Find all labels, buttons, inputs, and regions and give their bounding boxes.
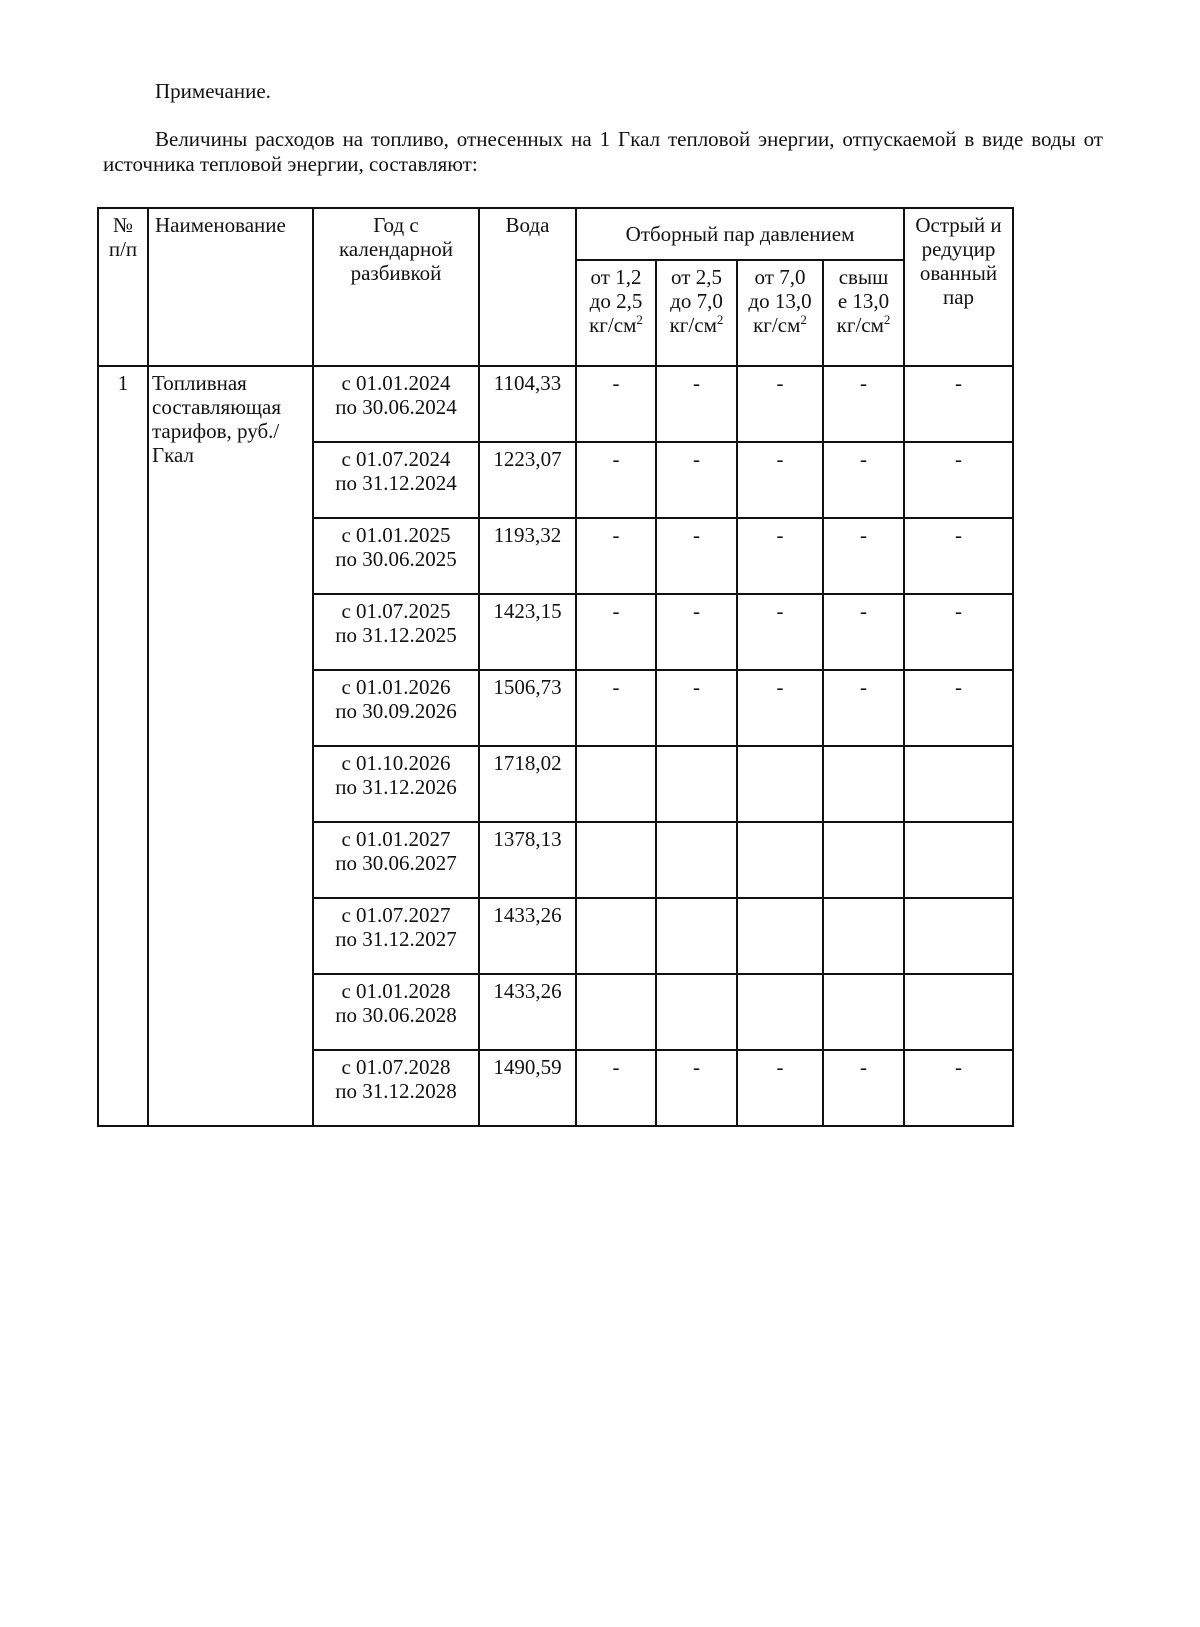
steam-4-value: -	[823, 594, 904, 670]
period-from: с 01.07.2024	[341, 447, 451, 471]
period-from: с 01.07.2028	[341, 1055, 451, 1079]
steam-4-value: -	[823, 1050, 904, 1126]
steam-1-value: -	[576, 594, 656, 670]
steam-2-value: -	[656, 518, 737, 594]
steam-4-value: -	[823, 442, 904, 518]
water-value: 1718,02	[479, 746, 576, 822]
header-pressure-2-power: 2	[716, 312, 724, 327]
table-body	[98, 366, 1013, 1126]
steam-4-value: -	[823, 518, 904, 594]
steam-4-value	[823, 822, 904, 898]
period-to: по 30.06.2025	[335, 547, 457, 571]
period-from: с 01.01.2026	[341, 675, 451, 699]
steam-2-value	[656, 974, 737, 1050]
steam-2-value: -	[656, 1050, 737, 1126]
steam-2-value: -	[656, 366, 737, 442]
period-to: по 31.12.2024	[335, 471, 457, 495]
period-to: по 30.06.2028	[335, 1003, 457, 1027]
period-from: с 01.01.2025	[341, 523, 451, 547]
steam-3-value: -	[737, 442, 823, 518]
sharp-steam-value	[904, 898, 1013, 974]
steam-1-value: -	[576, 1050, 656, 1126]
sharp-steam-value	[904, 974, 1013, 1050]
period-cell	[313, 518, 479, 594]
period-cell	[313, 746, 479, 822]
steam-1-value: -	[576, 366, 656, 442]
steam-1-value	[576, 898, 656, 974]
period-from: с 01.01.2027	[341, 827, 451, 851]
header-pressure-1	[576, 260, 656, 366]
sharp-steam-value: -	[904, 366, 1013, 442]
period-cell	[313, 974, 479, 1050]
period-to: по 30.06.2027	[335, 851, 457, 875]
intro-paragraph: Величины расходов на топливо, отнесенных на 1 Гкал тепловой энергии, отпускаемой в виде воды от источника тепловой энергии, составляют:	[103, 127, 1103, 176]
steam-2-value: -	[656, 670, 737, 746]
steam-2-value: -	[656, 442, 737, 518]
steam-4-value	[823, 974, 904, 1050]
period-cell	[313, 442, 479, 518]
steam-1-value: -	[576, 518, 656, 594]
steam-3-value: -	[737, 670, 823, 746]
table-row	[98, 366, 1013, 442]
steam-3-value: -	[737, 594, 823, 670]
steam-3-value	[737, 746, 823, 822]
water-value: 1223,07	[479, 442, 576, 518]
header-water: Вода	[479, 208, 576, 366]
period-from: с 01.01.2024	[341, 371, 451, 395]
row-name: Топливная составляющая тарифов, руб./Гкал	[148, 366, 313, 1126]
sharp-steam-value: -	[904, 1050, 1013, 1126]
steam-1-value: -	[576, 442, 656, 518]
period-cell	[313, 594, 479, 670]
period-to: по 30.09.2026	[335, 699, 457, 723]
steam-3-value: -	[737, 1050, 823, 1126]
header-pressure-1-line1: от 1,2	[590, 265, 642, 289]
water-value: 1193,32	[479, 518, 576, 594]
steam-1-value	[576, 974, 656, 1050]
header-pressure-4-power: 2	[883, 312, 891, 327]
sharp-steam-value	[904, 746, 1013, 822]
header-sharp-steam: Острый и редуцир ованный пар	[904, 208, 1013, 366]
header-pressure-3-line2: до 13,0	[748, 289, 812, 313]
water-value: 1433,26	[479, 974, 576, 1050]
steam-3-value	[737, 898, 823, 974]
period-cell	[313, 898, 479, 974]
steam-1-value	[576, 746, 656, 822]
steam-2-value	[656, 746, 737, 822]
header-pressure-2	[656, 260, 737, 366]
fuel-cost-table	[97, 207, 1014, 1127]
header-pressure-3-unit: кг/см	[753, 313, 801, 337]
steam-2-value	[656, 898, 737, 974]
period-to: по 31.12.2026	[335, 775, 457, 799]
header-year: Год с календарной разбивкой	[313, 208, 479, 366]
row-number: 1	[98, 366, 148, 1126]
steam-1-value	[576, 822, 656, 898]
water-value: 1506,73	[479, 670, 576, 746]
header-pressure-4-line1: свыш	[838, 265, 889, 289]
header-pressure-4-line2: е 13,0	[837, 289, 890, 313]
period-to: по 31.12.2028	[335, 1079, 457, 1103]
steam-1-value: -	[576, 670, 656, 746]
period-cell	[313, 822, 479, 898]
sharp-steam-value: -	[904, 594, 1013, 670]
steam-4-value: -	[823, 670, 904, 746]
header-pressure-3-line1: от 7,0	[754, 265, 806, 289]
table-header	[98, 208, 1013, 366]
water-value: 1423,15	[479, 594, 576, 670]
period-from: с 01.07.2027	[341, 903, 451, 927]
header-pressure-2-line1: от 2,5	[671, 265, 722, 289]
header-number	[98, 208, 148, 366]
steam-4-value: -	[823, 366, 904, 442]
header-number-line1: №	[112, 213, 134, 237]
header-pressure-3	[737, 260, 823, 366]
header-steam-group: Отборный пар давлением	[576, 208, 904, 260]
period-cell	[313, 366, 479, 442]
header-pressure-4	[823, 260, 904, 366]
header-number-line2: п/п	[108, 237, 138, 261]
period-cell	[313, 1050, 479, 1126]
period-to: по 31.12.2027	[335, 927, 457, 951]
header-pressure-1-unit: кг/см	[589, 313, 637, 337]
note-heading: Примечание.	[155, 79, 271, 103]
header-pressure-1-line2: до 2,5	[589, 289, 643, 313]
water-value: 1104,33	[479, 366, 576, 442]
steam-2-value: -	[656, 594, 737, 670]
header-pressure-3-power: 2	[800, 312, 807, 327]
period-from: с 01.10.2026	[341, 751, 451, 775]
steam-3-value	[737, 822, 823, 898]
period-to: по 30.06.2024	[335, 395, 457, 419]
sharp-steam-value: -	[904, 442, 1013, 518]
steam-3-value	[737, 974, 823, 1050]
period-from: с 01.01.2028	[341, 979, 451, 1003]
sharp-steam-value	[904, 822, 1013, 898]
period-to: по 31.12.2025	[335, 623, 457, 647]
steam-3-value: -	[737, 518, 823, 594]
steam-4-value	[823, 898, 904, 974]
sharp-steam-value: -	[904, 518, 1013, 594]
header-pressure-2-unit: кг/см	[669, 313, 717, 337]
header-pressure-1-power: 2	[636, 312, 643, 327]
sharp-steam-value: -	[904, 670, 1013, 746]
header-pressure-4-unit: кг/см	[836, 313, 884, 337]
period-cell	[313, 670, 479, 746]
header-name: Наименование	[148, 208, 313, 366]
water-value: 1433,26	[479, 898, 576, 974]
header-pressure-2-line2: до 7,0	[670, 289, 723, 313]
steam-2-value	[656, 822, 737, 898]
steam-3-value: -	[737, 366, 823, 442]
water-value: 1378,13	[479, 822, 576, 898]
period-from: с 01.07.2025	[341, 599, 451, 623]
water-value: 1490,59	[479, 1050, 576, 1126]
steam-4-value	[823, 746, 904, 822]
